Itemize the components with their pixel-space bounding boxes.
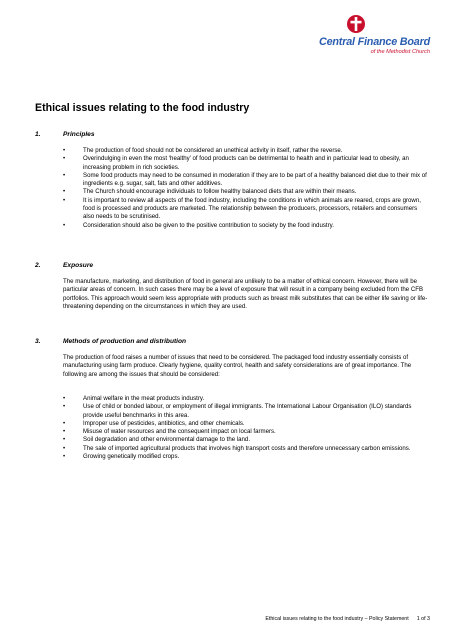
bullet-marker: • xyxy=(63,171,66,179)
list-item xyxy=(63,172,428,189)
list-item-text: Some food products may need to be consumed in moderation if they are to be part of a healthy balanced diet due to their mix of ingredients e.g. sugar, salt, fats and other additives. xyxy=(83,171,427,188)
list-item xyxy=(63,420,428,428)
methods-list xyxy=(63,395,428,461)
list-item-text: Improper use of pesticides, antibiotics, and other chemicals. xyxy=(83,419,245,427)
section-heading-principles xyxy=(35,131,95,138)
bullet-marker: • xyxy=(63,403,66,411)
cross-icon xyxy=(346,14,366,34)
list-item-text: Misuse of water resources and the consequent impact on local farmers. xyxy=(83,428,276,436)
section-heading-methods xyxy=(35,338,186,345)
list-item-text: Soil degradation and other environmental damage to the land. xyxy=(83,436,251,444)
org-name: Central Finance Board xyxy=(319,36,430,48)
bullet-marker: • xyxy=(63,428,66,436)
methods-paragraph: The production of food raises a number of issues that need to be considered. The packaged food industry essentially consists of manufacturing using farm produce. Clearly hygiene, quality control, health and safety considerations are of great importance. The following are among the issues that should be considered: xyxy=(63,354,412,378)
section-title: Exposure xyxy=(63,262,94,269)
bullet-marker: • xyxy=(63,436,66,444)
section-number: 2. xyxy=(35,262,41,269)
list-item-text: Animal welfare in the meat products industry. xyxy=(83,395,205,402)
page-number: 1 of 3 xyxy=(416,616,430,622)
list-item-text: Overindulging in even the most ‘healthy’ of food products can be detrimental to health and in particular lead to obesity, an increasing problem in rich societies. xyxy=(83,155,409,171)
list-item xyxy=(63,403,428,420)
footer-text: Ethical issues relating to the food industry – Policy Statement xyxy=(265,616,409,622)
document-title: Ethical issues relating to the food industry xyxy=(35,102,250,114)
list-item-text: The sale of imported agricultural products that involves high transport costs and therefore unnecessary carbon emissions. xyxy=(83,444,411,452)
org-subtitle: of the Methodist Church xyxy=(370,49,430,55)
exposure-paragraph: The manufacture, marketing, and distribution of food in general are unlikely to be a matter of ethical concern. However, there will be particular areas of concern. In such cases there may be a level of exposure that will result in a company being excluded from the CFB portfolios. This approach would seem less appropriate with products such as breast milk substitutes that can be either life saving or life-threatening depending on the circumstances in which they are used. xyxy=(63,278,428,310)
section-title: Principles xyxy=(63,131,95,138)
list-item xyxy=(63,188,428,196)
bullet-marker: • xyxy=(63,221,66,229)
section-number: 3. xyxy=(35,338,41,345)
list-item xyxy=(63,453,428,461)
bullet-marker: • xyxy=(63,419,66,427)
list-item xyxy=(63,147,428,155)
page-footer xyxy=(265,616,430,622)
list-item xyxy=(63,155,428,172)
list-item xyxy=(63,222,428,230)
bullet-marker: • xyxy=(63,196,66,204)
section-number: 1. xyxy=(35,131,41,138)
list-item-text: Use of child or bonded labour, or employment of illegal immigrants. The International Labour Organisation (ILO) standards provide useful benchmarks in this area. xyxy=(83,403,412,419)
principles-list xyxy=(63,147,428,230)
bullet-marker: • xyxy=(63,188,66,196)
list-item xyxy=(63,445,428,453)
section-heading-exposure xyxy=(35,262,93,269)
list-item xyxy=(63,395,428,403)
list-item xyxy=(63,436,428,444)
org-logo xyxy=(260,14,430,64)
list-item xyxy=(63,197,428,222)
bullet-marker: • xyxy=(63,147,66,154)
bullet-marker: • xyxy=(63,395,66,402)
bullet-marker: • xyxy=(63,444,66,452)
bullet-marker: • xyxy=(63,155,66,163)
list-item-text: Growing genetically modified crops. xyxy=(83,453,180,461)
list-item-text: The Church should encourage individuals to follow healthy balanced diets that are within their means. xyxy=(83,188,357,196)
bullet-marker: • xyxy=(63,453,66,461)
list-item-text: It is important to review all aspects of the food industry, including the conditions in which animals are reared, crops are grown, food is processed and products are marketed. The relationship between the producers, processors, retailers and consumers also needs to be scrutinised. xyxy=(83,196,421,221)
section-title: Methods of production and distribution xyxy=(63,338,187,345)
list-item xyxy=(63,428,428,436)
list-item-text: The production of food should not be considered an unethical activity in itself, rather the reverse. xyxy=(83,147,343,154)
list-item-text: Consideration should also be given to the positive contribution to society by the food industry. xyxy=(83,221,334,229)
